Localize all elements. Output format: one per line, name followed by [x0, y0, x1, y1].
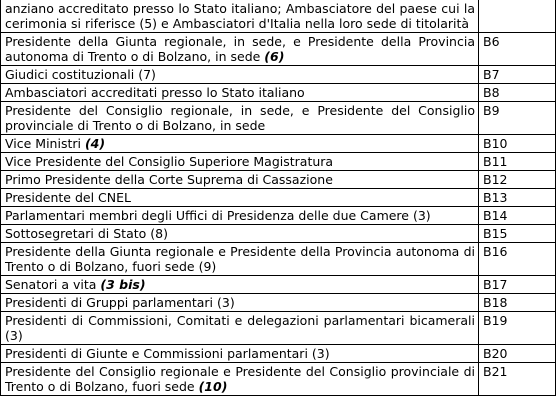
table-row	[1, 33, 556, 66]
row-code: B12	[479, 171, 556, 189]
row-code: B9	[479, 102, 556, 135]
row-footnote-ref: (4)	[84, 136, 106, 151]
row-code: B8	[479, 84, 556, 102]
row-footnote-ref: (3 bis)	[100, 277, 146, 292]
row-description	[1, 294, 479, 312]
row-code: B6	[479, 33, 556, 66]
row-description-text: anziano accreditato presso lo Stato italiano; Ambasciatore del paese cui la cerimonia si riferisce (5) e Ambasciatori d'Italia nella loro sede di titolarità	[5, 1, 475, 31]
row-description-text: Giudici costituzionali (7)	[5, 67, 156, 82]
table-row	[1, 243, 556, 276]
row-description	[1, 0, 479, 33]
row-footnote-ref: (6)	[264, 49, 285, 64]
row-description	[1, 276, 479, 294]
table-row	[1, 66, 556, 84]
row-code: B14	[479, 207, 556, 225]
row-code: B17	[479, 276, 556, 294]
table-row	[1, 345, 556, 363]
row-footnote-ref: (10)	[198, 379, 228, 394]
row-code: B15	[479, 225, 556, 243]
row-description-text: Presidente del CNEL	[5, 190, 131, 205]
row-description-text: Presidenti di Giunte e Commissioni parlamentari (3)	[5, 346, 330, 361]
row-code: B19	[479, 312, 556, 345]
row-code: B11	[479, 153, 556, 171]
row-description-text: Presidente del Consiglio regionale, in sede, e Presidente del Consiglio provinciale di Trento o di Bolzano, in sede	[5, 103, 475, 133]
table-row	[1, 225, 556, 243]
row-description	[1, 207, 479, 225]
row-code: B20	[479, 345, 556, 363]
table-row	[1, 363, 556, 396]
table-row	[1, 171, 556, 189]
row-description	[1, 171, 479, 189]
table-row	[1, 84, 556, 102]
row-description-text: Vice Presidente del Consiglio Superiore Magistratura	[5, 154, 334, 169]
row-description	[1, 243, 479, 276]
row-description	[1, 312, 479, 345]
row-description	[1, 84, 479, 102]
row-description	[1, 345, 479, 363]
row-description-text: Presidente della Giunta regionale e Presidente della Provincia autonoma di Trento o di Bolzano, fuori sede (9)	[5, 244, 475, 274]
table-row	[1, 135, 556, 153]
row-code: B10	[479, 135, 556, 153]
row-code	[479, 0, 556, 33]
table-row	[1, 276, 556, 294]
row-code: B21	[479, 363, 556, 396]
row-description-text: Primo Presidente della Corte Suprema di Cassazione	[5, 172, 333, 187]
precedence-table-body	[1, 0, 556, 396]
table-row	[1, 153, 556, 171]
row-description-text: Presidente del Consiglio regionale e Presidente del Consiglio provinciale di Trento o di Bolzano, fuori sede	[5, 364, 475, 394]
row-description-text: Presidenti di Gruppi parlamentari (3)	[5, 295, 235, 310]
row-description-text: Parlamentari membri degli Uffici di Presidenza delle due Camere (3)	[5, 208, 431, 223]
table-row	[1, 207, 556, 225]
row-code: B7	[479, 66, 556, 84]
row-description	[1, 153, 479, 171]
table-row	[1, 0, 556, 33]
table-row	[1, 102, 556, 135]
row-description	[1, 66, 479, 84]
row-code: B16	[479, 243, 556, 276]
row-description-text: Sottosegretari di Stato (8)	[5, 226, 168, 241]
row-description-text: Presidente della Giunta regionale, in sede, e Presidente della Provincia autonoma di Trento o di Bolzano, in sede	[5, 34, 475, 64]
row-description-text: Presidenti di Commissioni, Comitati e delegazioni parlamentari bicamerali (3)	[5, 313, 475, 343]
row-description	[1, 135, 479, 153]
row-description	[1, 33, 479, 66]
row-description	[1, 225, 479, 243]
row-description	[1, 189, 479, 207]
table-row	[1, 189, 556, 207]
row-code: B13	[479, 189, 556, 207]
row-code: B18	[479, 294, 556, 312]
table-row	[1, 294, 556, 312]
row-description	[1, 102, 479, 135]
table-row	[1, 312, 556, 345]
row-description	[1, 363, 479, 396]
row-description-text: Ambasciatori accreditati presso lo Stato italiano	[5, 85, 305, 100]
row-description-text: Senatori a vita	[5, 277, 101, 292]
row-description-text: Vice Ministri	[5, 136, 85, 151]
